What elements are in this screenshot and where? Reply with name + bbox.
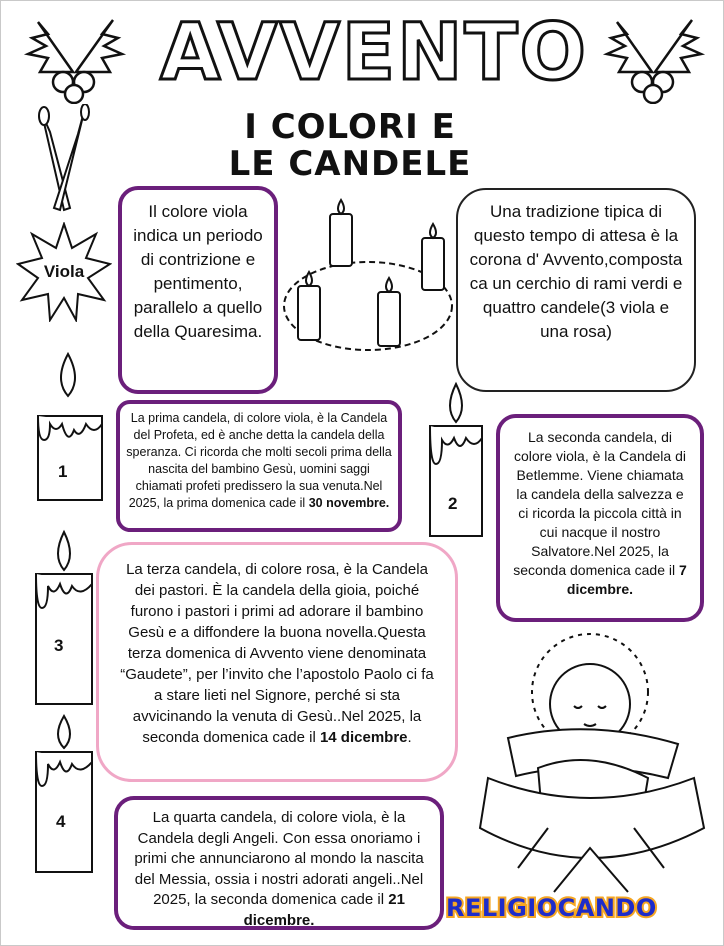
candle-1-text: La prima candela, di colore viola, è la Candela del Profeta, ed è anche detta la candela della speranza. Ci ricorda che molti secoli prima della nascita del bambino Gesù, uomini saggi chiamati profeti predissero la sua venuta.Nel 2025, la prima domenica cade il 30 novembre. — [126, 411, 392, 510]
candle-4-icon — [30, 712, 100, 876]
page-title: AVVENTO — [160, 8, 588, 98]
subtitle-line-2: LE CANDELE — [228, 144, 472, 184]
subtitle-line-1: I COLORI E — [244, 107, 456, 147]
holly-left-icon — [18, 12, 128, 104]
candle-3-text: La terza candela, di colore rosa, è la Candela dei pastori. È la candela della gioia, poiché furono i pastori i primi ad adorare il bambino Gesù e a diffondere la buona novella.Questa terza domenica di Avvento viene denominata “Gaudete”, per l’invito che l’apostolo Paolo ci fa a stare lieti nel Signore, perché si sta avvicinando la venuta di Gesù..Nel 2025, la seconda domenica cade il 14 dicembre. — [120, 561, 434, 746]
candle-2-icon — [424, 380, 488, 540]
candle-1-icon — [30, 350, 110, 510]
candle-2-box — [496, 414, 704, 622]
candle-2-number: 2 — [448, 494, 458, 513]
candle-2-text: La seconda candela, di colore viola, è la Candela di Betlemme. Viene chiamata la candela della salvezza e ci ricorda la piccola città in cui nacque il nostro Salvatore.Nel 2025, la seconda domenica cade il 7 dicembre. — [513, 429, 687, 597]
candle-4-box — [114, 796, 444, 930]
viola-info-box — [118, 186, 278, 394]
candle-3-icon — [30, 528, 100, 708]
candle-3-box — [96, 542, 458, 782]
candle-3-number: 3 — [54, 636, 64, 655]
holly-right-icon — [597, 12, 707, 104]
candle-1-number: 1 — [58, 462, 68, 481]
corona-info-text: Una tradizione tipica di questo tempo di attesa è la corona d' Avvento,composta ca un cerchio di rami verdi e quattro candele(3 viola e una rosa) — [469, 202, 683, 341]
candle-1-box — [116, 400, 402, 532]
candle-4-number: 4 — [56, 812, 66, 831]
corona-info-box — [456, 188, 696, 392]
viola-info-text: Il colore viola indica un periodo di contrizione e pentimento, parallelo a quello della Quaresima. — [133, 202, 263, 341]
candle-4-text: La quarta candela, di colore viola, è la Candela degli Angeli. Con essa onoriamo i primi che annunciarono al mondo la nascita del Messia, ossia i nostri adorati angeli..Nel 2025, la seconda domenica cade il 21 dicembre. — [134, 809, 424, 929]
paintbrushes-icon — [30, 104, 100, 216]
baby-jesus-manger-icon — [468, 628, 714, 898]
advent-wreath-icon — [276, 196, 460, 360]
viola-badge-label: Viola — [43, 262, 85, 281]
religiocando-logo: RELIGIOCANDO — [446, 894, 657, 922]
